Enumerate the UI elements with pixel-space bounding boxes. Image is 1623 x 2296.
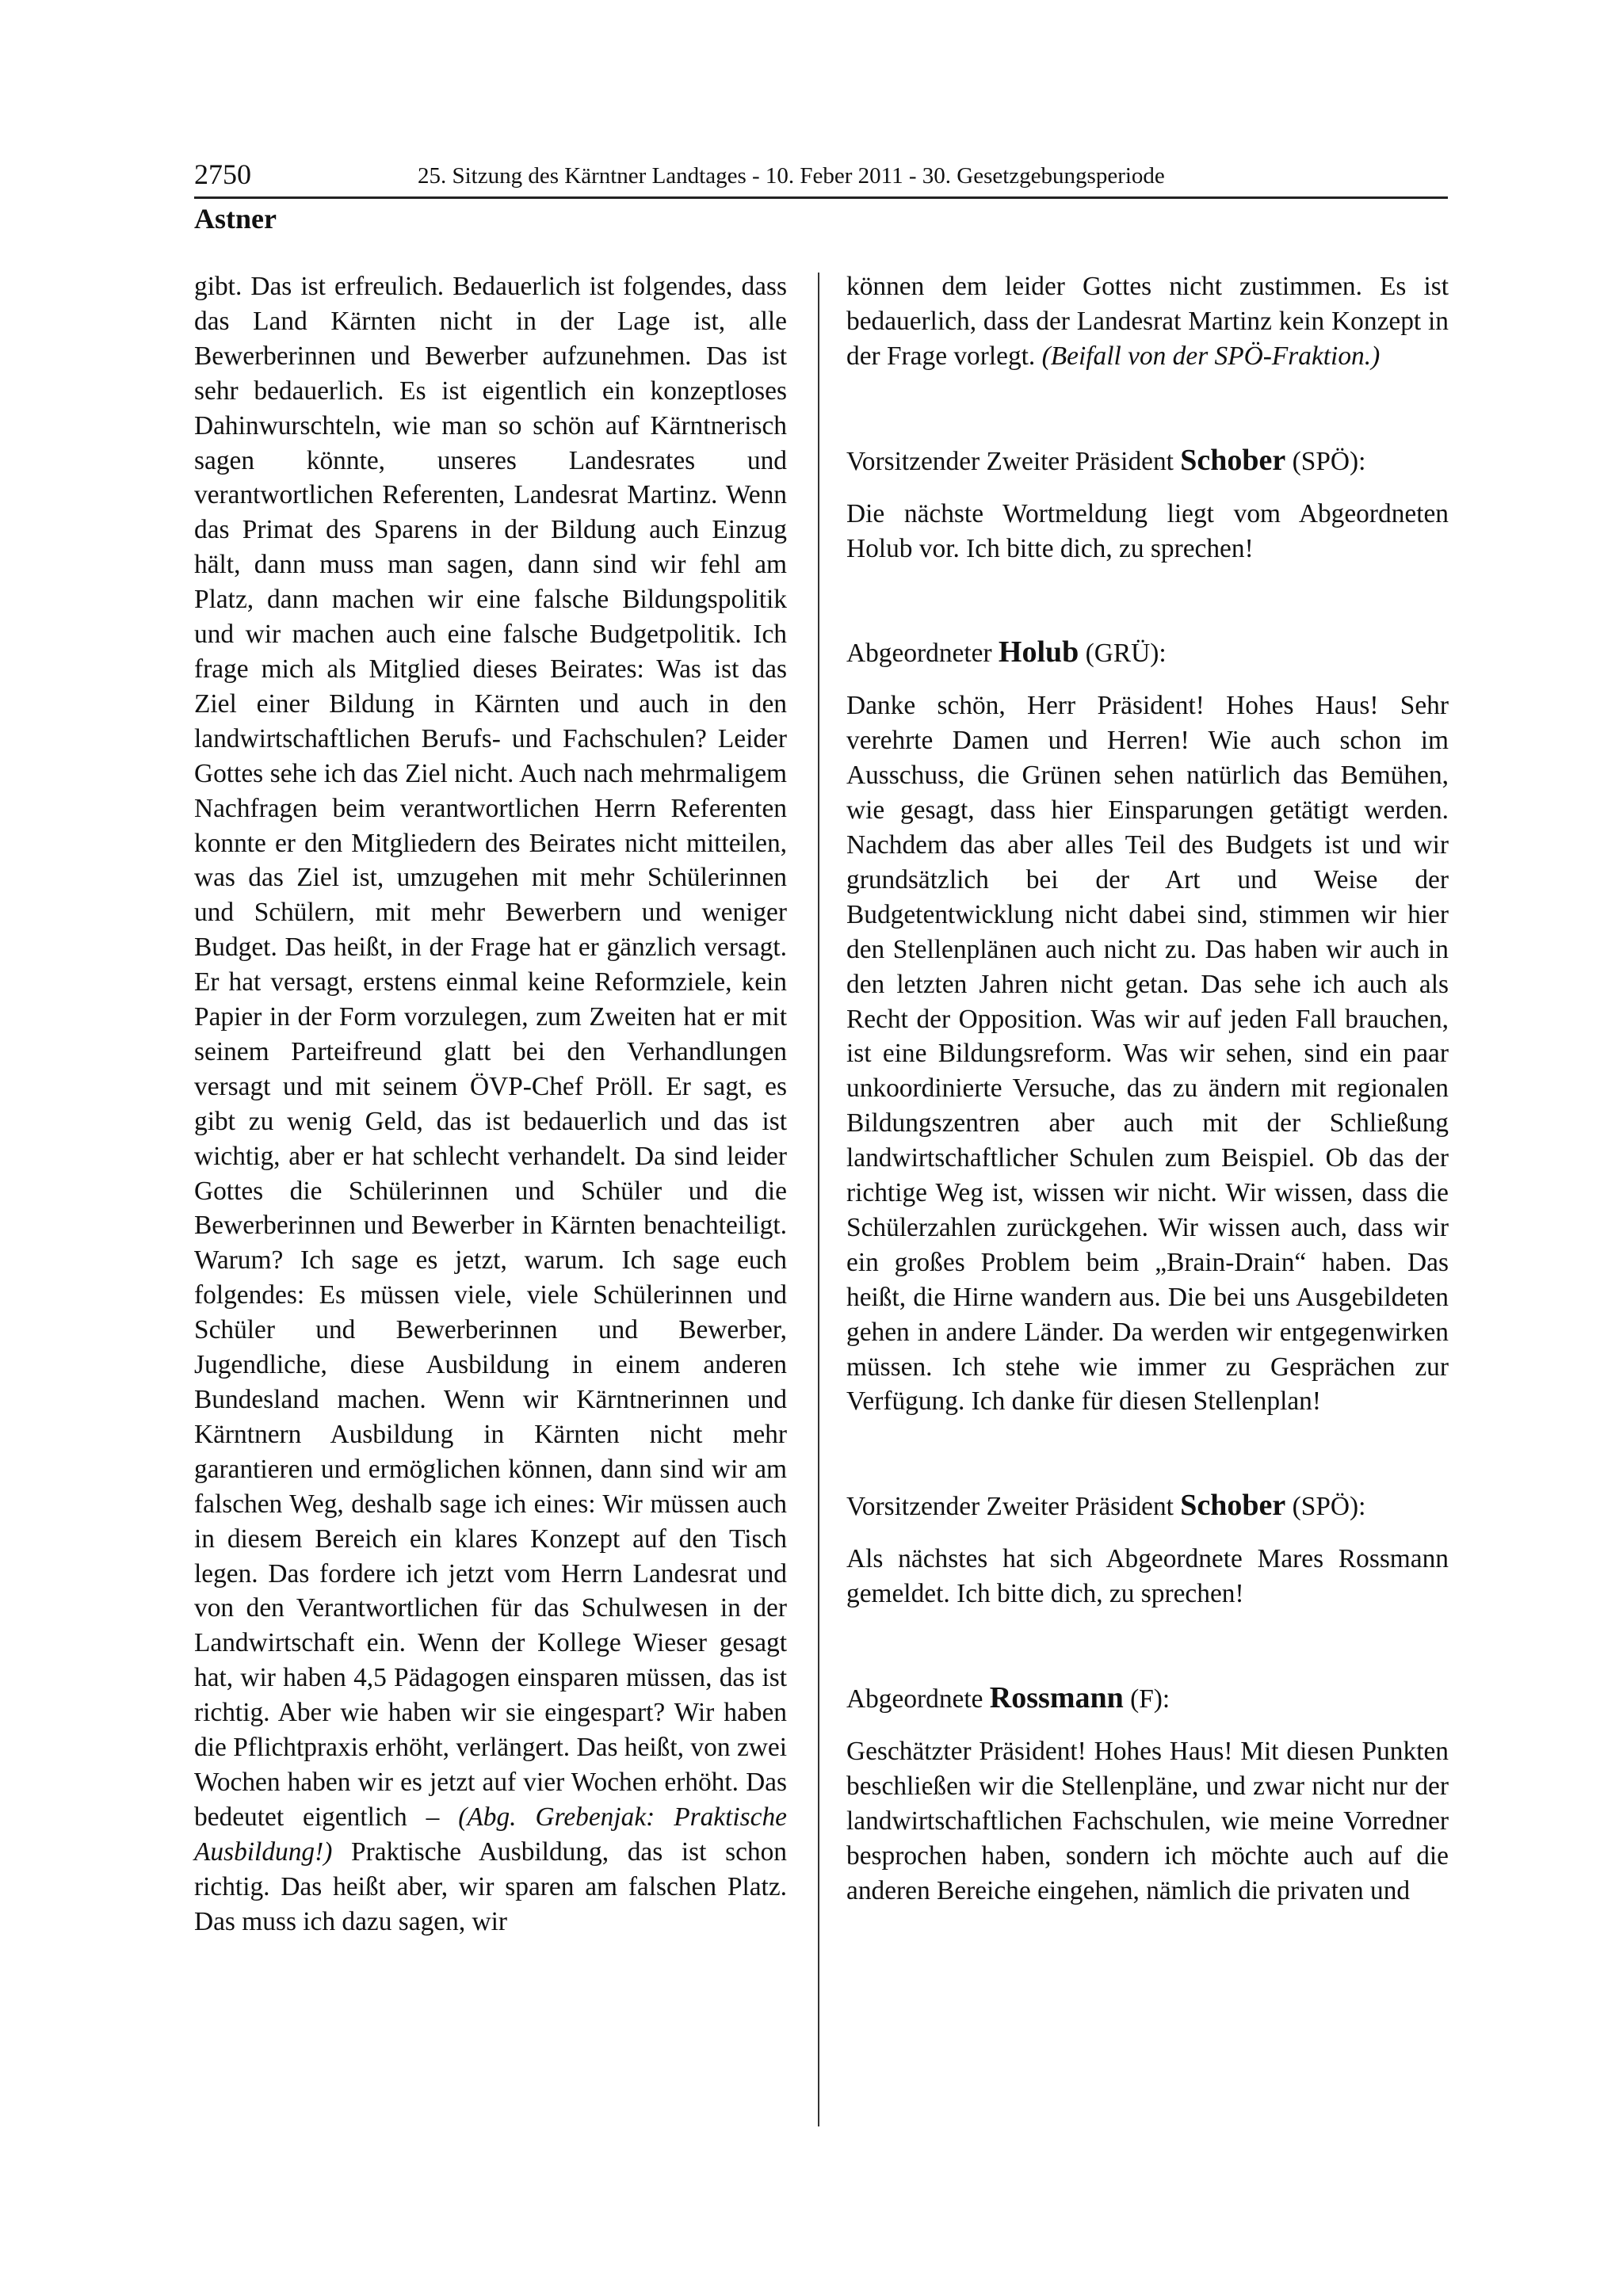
speaker-name: Schober [1180,1489,1286,1523]
speaker-role: Abgeordnete [846,1684,990,1714]
running-speaker-name: Astner [194,203,277,235]
speaker-party: (SPÖ): [1285,446,1366,476]
speaker-heading [846,1681,1449,1717]
applause-note: (Beifall von der SPÖ-Fraktion.) [1041,341,1381,371]
speaker-heading [846,1489,1449,1524]
speaker-role: Vorsitzender Zweiter Präsident [846,1492,1181,1522]
speech-text: können dem leider Gottes nicht zustimmen. Es ist bedauerlich, dass der Landesrat Martinz kein Konzept in der Frage vorlegt. [846,272,1449,371]
speaker-heading [846,444,1449,479]
session-title: 25. Sitzung des Kärntner Landtages - 10. Feber 2011 - 30. Gesetzgebungsperiode [418,163,1165,189]
speech-paragraph: Als nächstes hat sich Abgeordnete Mares Rossmann gemeldet. Ich bitte dich, zu sprechen! [846,1544,1449,1609]
page-header [194,155,1448,199]
speaker-party: (GRÜ): [1079,639,1167,669]
speaker-role: Abgeordneter [846,639,999,669]
speaker-party: (F): [1123,1684,1170,1714]
speech-text: gibt. Das ist erfreulich. Bedauerlich ist folgendes, dass das Land Kärnten nicht in der Lage ist, alle Bewerberinnen und Bewerber aufzunehmen. Das ist sehr bedauerlich. Es ist eigentlich ein konzeptloses Dahinwurschteln, wie man so schön auf Kärntnerisch sagen könnte, unseres Landesrates und verantwortlichen Referenten, Landesrat Martinz. Wenn das Primat des Sparens in der Bildung auch Einzug hält, dann muss man sagen, dann sind wir fehl am Platz, dann machen wir eine falsche Bildungspolitik und wir machen auch eine falsche Budgetpolitik. Ich frage mich als Mitglied dieses Beirates: Was ist das Ziel einer Bildung in Kärnten und auch in den landwirtschaftlichen Berufs- und Fachschulen? Leider Gottes sehe ich das Ziel nicht. Auch nach mehrmaligem Nachfragen beim verantwortlichen Herrn Referenten konnte er den Mitgliedern des Beirates nicht mitteilen, was das Ziel ist, umzugehen mit mehr Schülerinnen und Schülern, mit mehr Bewerbern und weniger Budget. Das heißt, in der Frage hat er gänzlich versagt. Er hat versagt, erstens einmal keine Reformziele, kein Papier in der Form vorzulegen, zum Zweiten hat er mit seinem Parteifreund glatt bei den Verhandlungen versagt und mit seinem ÖVP-Chef Pröll. Er sagt, es gibt zu wenig Geld, das ist bedauerlich und das ist wichtig, aber er hat schlecht verhandelt. Da sind leider Gottes die Schülerinnen und Schüler und die Bewerberinnen und Bewerber in Kärnten benachteiligt. Warum? Ich sage es jetzt, warum. Ich sage euch folgendes: Es müssen viele, viele Schülerinnen und Schüler und Bewerberinnen und Bewerber, Jugendliche, diese Ausbildung in einem anderen Bundesland machen. Wenn wir Kärntnerinnen und Kärntnern Ausbildung in Kärnten nicht mehr garantieren und ermöglichen können, dann sind wir am falschen Weg, deshalb sage ich eines: Wir müssen auch in diesem Bereich ein klares Konzept auf den Tisch legen. Das fordere ich jetzt vom Herrn Landesrat und von den Verantwortlichen für das Schulwesen in der Landwirtschaft ein. Wenn der Kollege Wieser gesagt hat, wir haben 4,5 Pädagogen einsparen müssen, das ist richtig. Aber wie haben wir sie eingespart? Wir haben die Pflichtpraxis erhöht, verlängert. Das heißt, von zwei Wochen haben wir es jetzt auf vier Wochen erhöht. Das bedeutet eigentlich – [194,272,787,1832]
speech-paragraph: Danke schön, Herr Präsident! Hohes Haus! Sehr verehrte Damen und Herren! Wie auch schon im Ausschuss, die Grünen sehen natürlich das Bemühen, wie gesagt, dass hier Einsparungen getätigt werden. Nachdem das aber alles Teil des Budgets ist und wir grundsätzlich bei der Art und Weise der Budgetentwicklung nicht dabei sind, stimmen wir hier den Stellenplänen auch nicht zu. Das haben wir auch in den letzten Jahren nicht getan. Das sehe ich auch als Recht der Opposition. Was wir auf jeden Fall brauchen, ist eine Bildungsreform. Was wir sehen, sind ein paar unkoordinierte Versuche, das zu ändern mit regionalen Bildungszentren aber auch mit der Schließung landwirtschaftlicher Schulen zum Beispiel. Ob das der richtige Weg ist, wissen wir nicht. Wir wissen, dass die Schülerzahlen zurückgehen. Wir wissen auch, dass wir ein großes Problem beim „Brain-Drain“ haben. Das heißt, die Hirne wandern aus. Die bei uns Ausgebildeten gehen in andere Länder. Da werden wir entgegenwirken müssen. Ich stehe wie immer zu Gesprächen zur Verfügung. Ich danke für diesen Stellenplan! [846,691,1449,1417]
speaker-name: Rossmann [989,1681,1124,1715]
speaker-party: (SPÖ): [1285,1492,1366,1522]
speaker-role: Vorsitzender Zweiter Präsident [846,446,1181,476]
right-column [846,269,1449,1909]
speech-paragraph: Die nächste Wortmeldung liegt vom Abgeordneten Holub vor. Ich bitte dich, zu sprechen! [846,498,1449,563]
speech-paragraph [846,269,1449,374]
speaker-heading [846,635,1449,671]
left-column [194,269,787,1939]
speaker-name: Holub [998,635,1079,669]
page-number: 2750 [194,158,251,190]
speech-paragraph [194,269,787,1939]
speech-paragraph: Geschätzter Präsident! Hohes Haus! Mit diesen Punkten beschließen wir die Stellenpläne, und zwar nicht nur der landwirtschaftlichen Fachschulen, wie meine Vorredner besprochen haben, sondern ich möchte auch auf die anderen Bereiche eingehen, nämlich die privaten und [846,1737,1449,1905]
column-divider [818,273,819,2126]
interjection: (Abg. Grebenjak: Praktische Ausbildung!) [194,1802,787,1867]
speech-text: Praktische Ausbildung, das ist schon richtig. Das heißt aber, wir sparen am falschen Platz. Das muss ich dazu sagen, wir [194,1836,787,1936]
speaker-name: Schober [1180,443,1286,477]
